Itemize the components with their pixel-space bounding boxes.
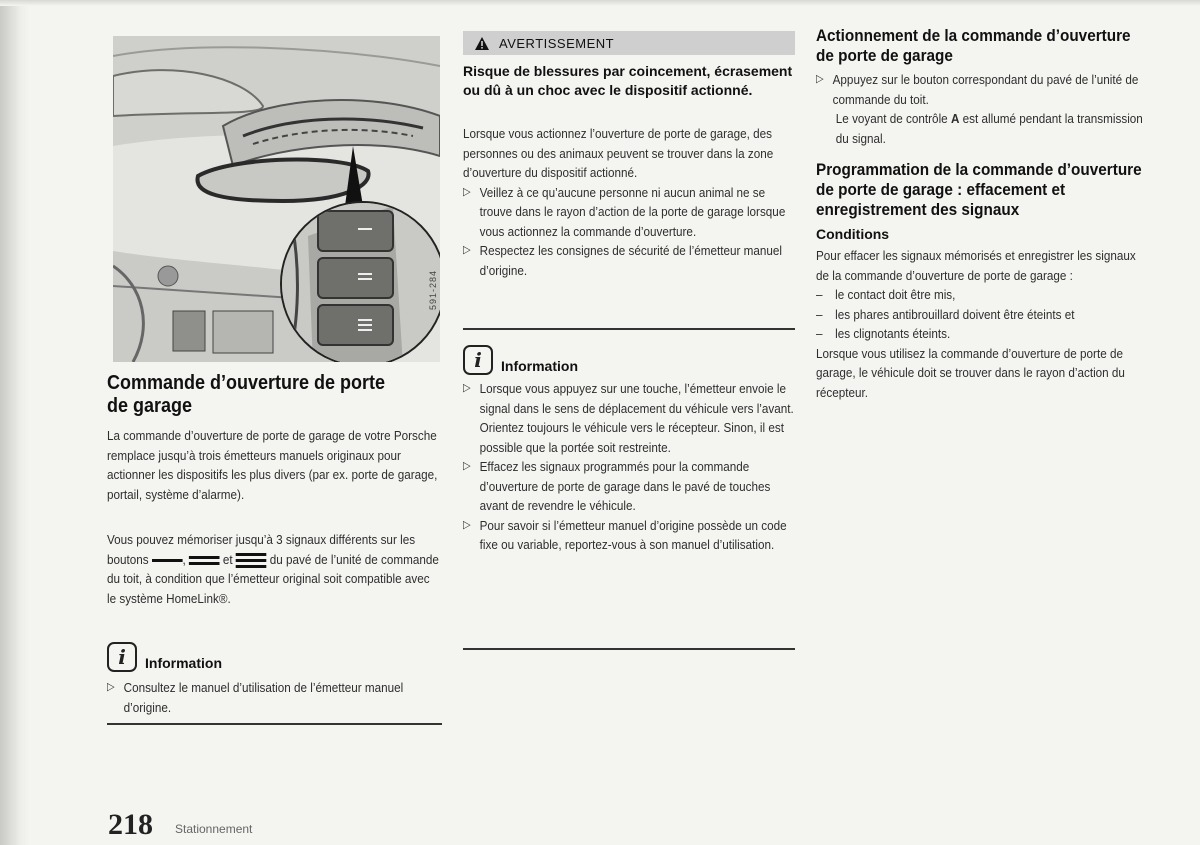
actuation-heading: Actionnement de la commande d’ouverture de porte de garage [816, 26, 1131, 65]
page-number: 218 [108, 808, 153, 841]
conditions-heading: Conditions [816, 226, 890, 242]
list-item: – les phares antibrouillard doivent être éteints et [816, 306, 1075, 322]
button-3-icon [236, 553, 267, 567]
button-1-icon [152, 553, 183, 567]
list-item: ▷ Veillez à ce qu’aucune personne ni aucun animal ne se trouve dans le rayon d’action de la porte de garage lorsque vous actionnez la commande d’ouverture. [463, 183, 798, 242]
list-item: – les clignotants éteints. [816, 326, 951, 341]
middle-information-block [463, 345, 795, 555]
information-icon: i [107, 642, 137, 672]
conditions-intro: Pour effacer les signaux mémorisés et enregistrer les signaux de la commande d’ouverture de porte de garage : [816, 248, 1136, 283]
programming-heading: Programmation de la commande d’ouverture de porte de garage : effacement et enregistrement des signaux [816, 160, 1142, 219]
warning-title: Risque de blessures par coincement, écrasement ou dû à un choc avec le dispositif actionné. [463, 63, 793, 98]
list-item: ▷ Lorsque vous appuyez sur une touche, l’émetteur envoie le signal dans le sens de déplacement du véhicule vers l’avant. Orientez toujours le véhicule vers le récepteur. Sinon, il est possible que la portée soit restreinte. [463, 379, 798, 457]
overhead-console-illustration [113, 36, 440, 362]
buttons-paragraph-text-b: du pavé de l’unité de commande du toit, à condition que l’émetteur original soit compatible avec le système HomeLink®. [107, 551, 439, 606]
triangle-bullet-icon: ▷ [463, 382, 471, 394]
overhead-console-drawing [113, 36, 440, 362]
triangle-bullet-icon: ▷ [107, 681, 115, 693]
warning-triangle-icon [475, 37, 489, 50]
triangle-bullet-icon: ▷ [463, 185, 471, 198]
left-information-block [107, 642, 442, 717]
buttons-paragraph-text-a: Vous pouvez mémoriser jusqu’à 3 signaux différents sur les boutons [107, 532, 416, 567]
list-item: ▷ Consultez le manuel d’utilisation de l’émetteur manuel d’origine. [107, 678, 442, 717]
warning-label: AVERTISSEMENT [499, 35, 615, 51]
section-footer-label: Stationnement [175, 822, 253, 836]
warning-text: Lorsque vous actionnez l’ouverture de porte de garage, des personnes ou des animaux peuvent se trouver dans la zone d’ouverture du dispositif actionné. [463, 126, 774, 180]
list-item: ▷ Effacez les signaux programmés pour la commande d’ouverture de porte de garage dans le pavé de touches avant de revendre le véhicule. [463, 457, 798, 516]
left-info-divider [107, 723, 442, 725]
buttons-paragraph [107, 530, 442, 608]
list-item: ▷ Respectez les consignes de sécurité de l’émetteur manuel d’origine. [463, 241, 798, 280]
button-2-icon [189, 553, 220, 567]
information-icon: i [463, 345, 493, 375]
page-top-shadow [0, 0, 1200, 6]
warning-banner [463, 31, 795, 55]
left-information-title: Information [145, 655, 222, 671]
section-title: Commande d’ouverture de porte de garage [107, 372, 386, 417]
intro-paragraph: La commande d’ouverture de porte de garage de votre Porsche remplace jusqu’à trois émetteurs manuels originaux pour actionner les dispositifs les plus divers (par ex. porte de garage, portail, système d’alarme). [107, 428, 438, 502]
triangle-bullet-icon: ▷ [463, 244, 471, 256]
separator-comma: , [182, 551, 186, 567]
indicator-label-a: A [950, 111, 960, 126]
list-item: – le contact doit être mis, [816, 287, 956, 302]
list-item: ▷ Appuyez sur le bouton correspondant du pavé de l’unité de commande du toit. [816, 70, 1151, 109]
triangle-bullet-icon: ▷ [463, 460, 471, 472]
warning-divider [463, 328, 795, 330]
middle-info-divider [463, 648, 795, 650]
conjunction-et: et [222, 551, 233, 567]
figure-code: 591-284 [428, 269, 438, 310]
triangle-bullet-icon: ▷ [463, 518, 471, 531]
list-item: ▷ Pour savoir si l’émetteur manuel d’origine possède un code fixe ou variable, reportez-vous à son manuel d’utilisation. [463, 516, 798, 555]
triangle-bullet-icon: ▷ [816, 73, 824, 85]
conditions-note: Lorsque vous utilisez la commande d’ouverture de porte de garage, le véhicule doit se trouver dans le rayon d’action du récepteur. [816, 345, 1125, 400]
actuation-note: Le voyant de contrôle A est allumé pendant la transmission du signal. [835, 111, 1143, 146]
page-binding-shadow [0, 0, 30, 845]
middle-information-title: Information [501, 358, 578, 374]
